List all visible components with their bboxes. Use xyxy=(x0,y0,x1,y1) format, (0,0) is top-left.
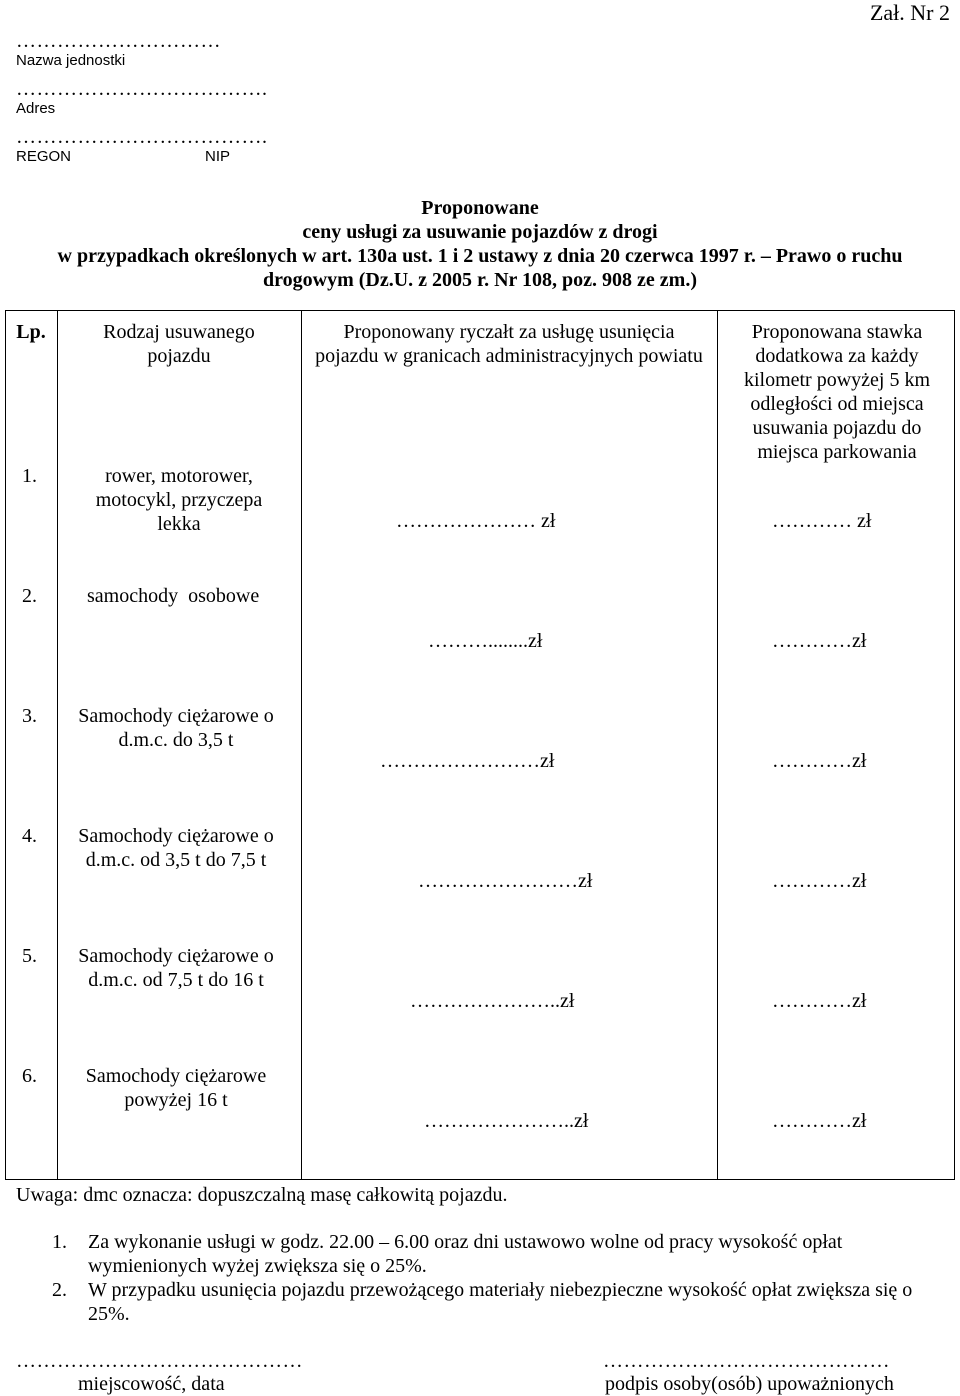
row-4-flat-rate: ……………………zł xyxy=(418,870,593,892)
list-item xyxy=(52,1278,932,1326)
row-6-extra-rate: …………zł xyxy=(772,1110,867,1132)
table-divider-1 xyxy=(57,310,58,1180)
row-3-number: 3. xyxy=(22,705,37,727)
row-3-extra-rate: …………zł xyxy=(772,750,867,772)
header-flat-rate: Proponowany ryczałt za usługę usunięcia pojazdu w granicach administracyjnych powiatu xyxy=(315,321,703,367)
table-border-left xyxy=(5,310,6,1180)
title-line-2: ceny usługi za usuwanie pojazdów z drogi xyxy=(302,221,658,243)
table-border-right xyxy=(954,310,955,1180)
address-label: Adres xyxy=(16,100,56,117)
row-3-vehicle-type: Samochody ciężarowe o d.m.c. do 3,5 t xyxy=(78,705,274,751)
table-border-bottom xyxy=(5,1179,955,1180)
table-divider-2 xyxy=(301,310,302,1180)
row-2-number: 2. xyxy=(22,585,37,607)
table-divider-3 xyxy=(717,310,718,1180)
title-line-4: drogowym (Dz.U. z 2005 r. Nr 108, poz. 908 ze zm.) xyxy=(263,269,697,291)
item-1-number: 1. xyxy=(52,1231,67,1253)
header-extra-rate: Proponowana stawka dodatkowa za każdy kilometr powyżej 5 km odległości od miejsca usuwania pojazdu do miejsca parkowania xyxy=(743,321,931,463)
row-4-extra-rate: …………zł xyxy=(772,870,867,892)
row-4-vehicle-type: Samochody ciężarowe o d.m.c. od 3,5 t do 7,5 t xyxy=(78,825,274,871)
header-vehicle-type: Rodzaj usuwanego pojazdu xyxy=(103,321,255,367)
item-1-text: Za wykonanie usługi w godz. 22.00 – 6.00 oraz dni ustawowo wolne od pracy wysokość opłat wymienionych wyżej zwiększa się o 25%. xyxy=(88,1231,843,1277)
row-1-vehicle-type: rower, motorower, motocykl, przyczepa lekka xyxy=(95,465,263,535)
signature-label: podpis osoby(osób) upoważnionych xyxy=(605,1373,894,1395)
unit-name-dots: ………………………… xyxy=(16,30,221,52)
header-lp: Lp. xyxy=(16,321,46,343)
row-6-flat-rate: …………………..zł xyxy=(424,1110,589,1132)
place-date-label: miejscowość, data xyxy=(78,1373,225,1395)
place-date-dots: …………………………………… xyxy=(16,1350,303,1372)
row-5-vehicle-type: Samochody ciężarowe o d.m.c. od 7,5 t do 16 t xyxy=(78,945,274,991)
note-text: Uwaga: dmc oznacza: dopuszczalną masę całkowitą pojazdu. xyxy=(16,1184,508,1206)
title-line-1: Proponowane xyxy=(421,197,539,219)
row-1-flat-rate: ………………… zł xyxy=(396,510,556,532)
row-4-number: 4. xyxy=(22,825,37,847)
attachment-label: Zał. Nr 2 xyxy=(869,0,950,25)
item-2-text: W przypadku usunięcia pojazdu przewożącego materiały niebezpieczne wysokość opłat zwiększa się o 25%. xyxy=(88,1279,913,1325)
row-2-vehicle-type: samochody osobowe xyxy=(87,585,260,607)
nip-label: NIP xyxy=(205,148,231,165)
row-6-number: 6. xyxy=(22,1065,37,1087)
row-5-flat-rate: …………………..zł xyxy=(410,990,575,1012)
unit-name-label: Nazwa jednostki xyxy=(16,52,126,69)
signature-dots: …………………………………… xyxy=(603,1350,890,1372)
regon-dots: ………………………………. xyxy=(16,126,268,148)
row-3-flat-rate: ……………………zł xyxy=(380,750,555,772)
item-2-number: 2. xyxy=(52,1279,67,1301)
table-border-top xyxy=(5,310,955,311)
row-1-number: 1. xyxy=(22,465,37,487)
regon-label: REGON xyxy=(16,148,72,165)
title-line-3: w przypadkach określonych w art. 130a ust. 1 i 2 ustawy z dnia 20 czerwca 1997 r. – Prawo o ruchu xyxy=(57,245,903,267)
list-item xyxy=(52,1230,932,1278)
row-1-extra-rate: ………… zł xyxy=(772,510,872,532)
row-5-extra-rate: …………zł xyxy=(772,990,867,1012)
row-2-flat-rate: ………........zł xyxy=(428,630,543,652)
row-6-vehicle-type: Samochody ciężarowe powyżej 16 t xyxy=(85,1065,267,1111)
row-5-number: 5. xyxy=(22,945,37,967)
address-dots: ………………………………. xyxy=(16,78,268,100)
row-2-extra-rate: …………zł xyxy=(772,630,867,652)
